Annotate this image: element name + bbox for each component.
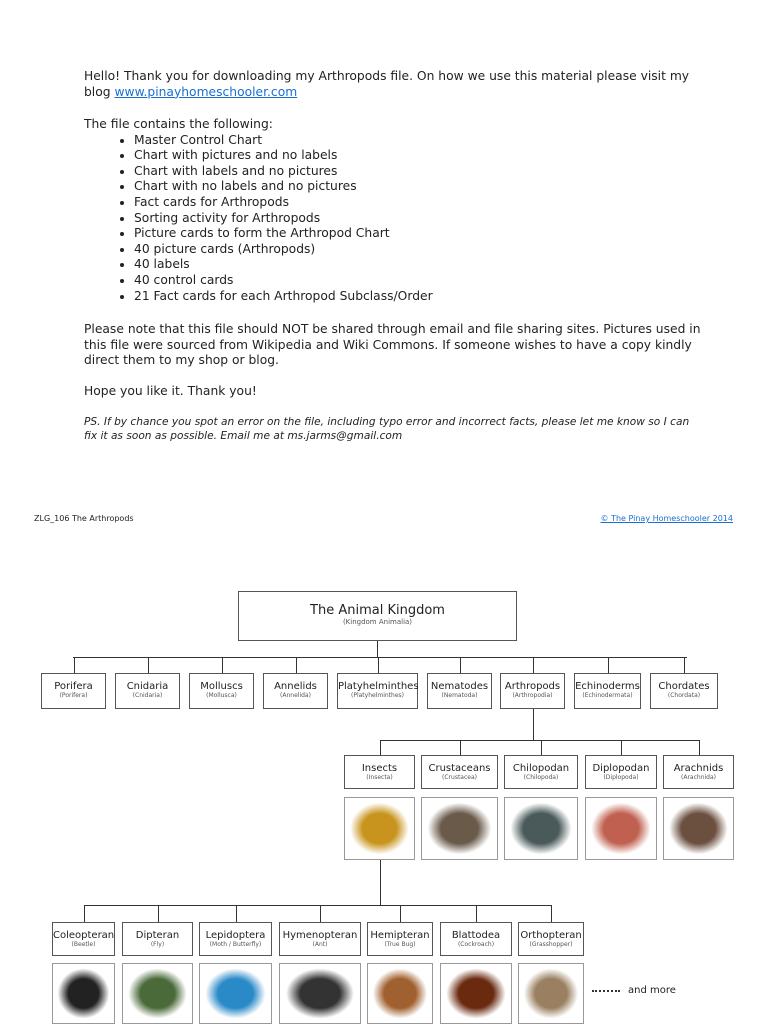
taxon-box bbox=[115, 673, 180, 709]
connector-line bbox=[533, 709, 534, 740]
spider-photo bbox=[663, 797, 734, 860]
blog-link[interactable]: www.pinayhomeschooler.com bbox=[114, 84, 298, 99]
taxon-latin-name: (Arachnida) bbox=[681, 774, 716, 781]
connector-line bbox=[84, 905, 85, 922]
taxon-box bbox=[337, 673, 418, 709]
taxon-box bbox=[199, 922, 272, 956]
taxon-name: Echinoderms bbox=[575, 681, 640, 692]
taxon-latin-name: (Diplopoda) bbox=[603, 774, 639, 781]
fly-photo bbox=[122, 963, 193, 1024]
connector-line bbox=[380, 740, 381, 755]
true-bug-photo bbox=[367, 963, 433, 1024]
taxon-name: Dipteran bbox=[135, 930, 180, 941]
taxon-latin-name: (Porifera) bbox=[59, 692, 88, 699]
connector-line bbox=[541, 740, 542, 755]
taxon-latin-name: (Echinodermata) bbox=[582, 692, 633, 699]
connector-line bbox=[378, 657, 379, 673]
contents-heading: The file contains the following: bbox=[84, 117, 273, 131]
taxon-latin-name: (Kingdom Animalia) bbox=[342, 618, 413, 626]
taxon-latin-name: (Platyhelminthes) bbox=[351, 692, 404, 699]
beetle-photo bbox=[52, 963, 115, 1024]
millipede-photo bbox=[585, 797, 657, 860]
taxon-box bbox=[650, 673, 718, 709]
taxon-name: Molluscs bbox=[200, 681, 243, 692]
taxon-latin-name: (Moth / Butterfly) bbox=[209, 941, 262, 948]
taxon-name: Porifera bbox=[54, 681, 93, 692]
taxon-name: Hemipteran bbox=[370, 930, 430, 941]
taxon-name: The Animal Kingdom bbox=[310, 603, 445, 618]
taxon-box bbox=[263, 673, 328, 709]
contents-list bbox=[84, 133, 704, 305]
intro-paragraph bbox=[84, 69, 704, 100]
connector-line bbox=[621, 740, 622, 755]
taxon-latin-name: (Insecta) bbox=[366, 774, 393, 781]
connector-line bbox=[158, 905, 159, 922]
taxon-name: Arthropods bbox=[504, 681, 561, 692]
butterfly-photo bbox=[199, 963, 272, 1024]
connector-line bbox=[551, 905, 552, 922]
bee-photo bbox=[344, 797, 415, 860]
taxon-box bbox=[41, 673, 106, 709]
connector-line bbox=[380, 860, 381, 905]
connector-line bbox=[400, 905, 401, 922]
connector-line bbox=[84, 905, 552, 906]
taxon-latin-name: (Fly) bbox=[150, 941, 165, 948]
connector-line bbox=[460, 740, 461, 755]
contents-item: • 40 labels bbox=[134, 257, 704, 273]
taxon-name: Cnidaria bbox=[126, 681, 169, 692]
taxon-name: Orthopteran bbox=[520, 930, 582, 941]
contents-item: • Fact cards for Arthropods bbox=[134, 195, 704, 211]
taxon-box bbox=[367, 922, 433, 956]
connector-line bbox=[476, 905, 477, 922]
crab-photo bbox=[421, 797, 498, 860]
taxon-name: Blattodea bbox=[451, 930, 501, 941]
taxon-name: Nematodes bbox=[430, 681, 489, 692]
taxon-box bbox=[440, 922, 512, 956]
dotted-connector bbox=[592, 990, 620, 992]
taxon-latin-name: (Crustacea) bbox=[442, 774, 477, 781]
ant-photo bbox=[279, 963, 361, 1024]
taxon-box bbox=[238, 591, 517, 641]
contents-item: • Chart with pictures and no labels bbox=[134, 148, 704, 164]
contents-item: • Master Control Chart bbox=[134, 133, 704, 149]
contents-item: • Sorting activity for Arthropods bbox=[134, 211, 704, 227]
taxon-latin-name: (Beetle) bbox=[71, 941, 96, 948]
intro-text: Hello! Thank you for downloading my Arthropods file. On how we use this material please visit my blog bbox=[84, 69, 690, 99]
taxon-latin-name: (Cnidaria) bbox=[132, 692, 163, 699]
connector-line bbox=[380, 740, 700, 741]
note-paragraph: Please note that this file should NOT be shared through email and file sharing sites. Pictures used in this file were sourced from Wikipedia and Wiki Commons. If someone wishes to have a copy kindly direct them to my shop or blog. bbox=[84, 322, 701, 368]
taxon-name: Diplopodan bbox=[592, 763, 650, 774]
centipede-photo bbox=[504, 797, 578, 860]
contents-item: • 40 picture cards (Arthropods) bbox=[134, 242, 704, 258]
thanks-text: Hope you like it. Thank you! bbox=[84, 384, 257, 398]
taxon-box bbox=[122, 922, 193, 956]
taxon-latin-name: (Arthropodia) bbox=[512, 692, 553, 699]
footer-left: ZLG_106 The Arthropods bbox=[34, 514, 134, 523]
cockroach-photo bbox=[440, 963, 512, 1024]
taxon-latin-name: (Grasshopper) bbox=[529, 941, 573, 948]
taxon-latin-name: (Chilopoda) bbox=[523, 774, 559, 781]
taxon-box bbox=[518, 922, 584, 956]
connector-line bbox=[460, 657, 461, 673]
taxon-name: Annelids bbox=[274, 681, 317, 692]
taxon-name: Insects bbox=[361, 763, 398, 774]
taxon-name: Hymenopteran bbox=[282, 930, 358, 941]
taxon-name: Coleopteran bbox=[53, 930, 115, 941]
contents-item: • Chart with labels and no pictures bbox=[134, 164, 704, 180]
taxon-box bbox=[585, 755, 657, 789]
connector-line bbox=[74, 657, 75, 673]
and-more-label: and more bbox=[628, 985, 676, 996]
taxon-latin-name: (Nematoda) bbox=[441, 692, 478, 699]
taxon-latin-name: (Chordata) bbox=[667, 692, 701, 699]
taxon-name: Arachnids bbox=[673, 763, 724, 774]
taxon-box bbox=[427, 673, 492, 709]
taxon-box bbox=[500, 673, 565, 709]
taxon-name: Crustaceans bbox=[428, 763, 491, 774]
taxon-box bbox=[574, 673, 641, 709]
taxon-latin-name: (Annelida) bbox=[280, 692, 311, 699]
connector-line bbox=[236, 905, 237, 922]
taxon-latin-name: (True Bug) bbox=[384, 941, 416, 948]
connector-line bbox=[148, 657, 149, 673]
connector-line bbox=[377, 641, 378, 657]
connector-line bbox=[608, 657, 609, 673]
taxon-latin-name: (Mollusca) bbox=[206, 692, 237, 699]
taxon-box bbox=[52, 922, 115, 956]
connector-line bbox=[296, 657, 297, 673]
footer-copyright-link[interactable]: © The Pinay Homeschooler 2014 bbox=[600, 514, 733, 523]
connector-line bbox=[699, 740, 700, 755]
taxon-box bbox=[344, 755, 415, 789]
contents-item: • 40 control cards bbox=[134, 273, 704, 289]
taxon-latin-name: (Ant) bbox=[312, 941, 328, 948]
contents-item: • Chart with no labels and no pictures bbox=[134, 179, 704, 195]
taxon-name: Lepidoptera bbox=[205, 930, 266, 941]
taxon-box bbox=[663, 755, 734, 789]
taxon-name: Chilopodan bbox=[512, 763, 570, 774]
taxon-box bbox=[279, 922, 361, 956]
taxon-name: Platyhelminthes bbox=[338, 681, 419, 692]
ps-note: PS. If by chance you spot an error on the file, including typo error and incorrect facts, please let me know so I can fix it as soon as possible. Email me at ms.jarms@gmail.com bbox=[84, 416, 690, 442]
connector-line bbox=[222, 657, 223, 673]
taxon-latin-name: (Cockroach) bbox=[457, 941, 495, 948]
grasshopper-photo bbox=[518, 963, 584, 1024]
contents-item: • Picture cards to form the Arthropod Chart bbox=[134, 226, 704, 242]
connector-line bbox=[73, 657, 687, 658]
connector-line bbox=[533, 657, 534, 673]
taxon-box bbox=[421, 755, 498, 789]
connector-line bbox=[320, 905, 321, 922]
contents-section bbox=[84, 117, 704, 304]
connector-line bbox=[684, 657, 685, 673]
taxon-box bbox=[189, 673, 254, 709]
taxon-name: Chordates bbox=[658, 681, 710, 692]
taxon-box bbox=[504, 755, 578, 789]
contents-item: • 21 Fact cards for each Arthropod Subclass/Order bbox=[134, 289, 704, 305]
